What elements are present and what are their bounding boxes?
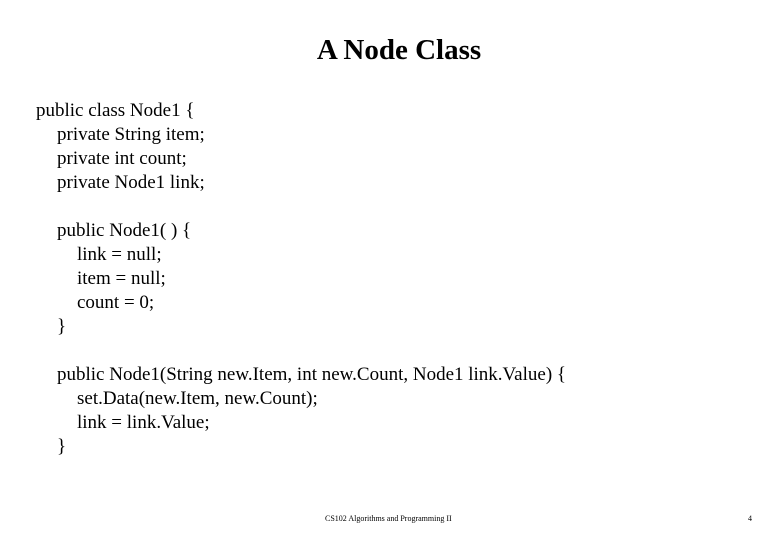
code-line: } (57, 316, 67, 337)
code-line: public Node1(String new.Item, int new.Count, Node1 link.Value) { (57, 364, 567, 385)
code-line: link = link.Value; (77, 412, 210, 433)
page-number: 4 (748, 514, 752, 523)
code-line: private Node1 link; (57, 172, 205, 193)
code-line (36, 339, 566, 363)
code-line: private int count; (57, 148, 187, 169)
code-block (36, 99, 566, 459)
code-line: item = null; (77, 268, 166, 289)
code-line (36, 195, 566, 219)
code-line: public class Node1 { (36, 100, 195, 121)
code-line: link = null; (77, 244, 162, 265)
slide-footer: CS102 Algorithms and Programming II (325, 514, 452, 523)
code-line: count = 0; (77, 292, 155, 313)
code-line: public Node1( ) { (57, 220, 192, 241)
code-line: set.Data(new.Item, new.Count); (77, 388, 318, 409)
slide-title: A Node Class (316, 34, 482, 66)
code-line: } (57, 436, 67, 457)
code-line: private String item; (57, 124, 205, 145)
